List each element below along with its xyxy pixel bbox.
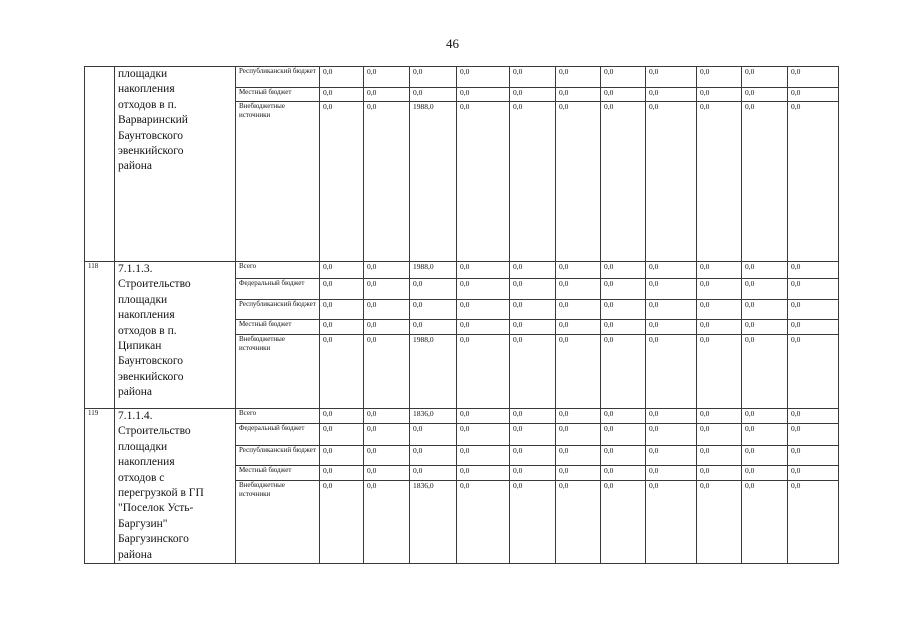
funding-source: Местный бюджет — [236, 88, 320, 102]
value-cell: 0,0 — [556, 102, 601, 262]
value-cell: 1988,0 — [410, 102, 457, 262]
value-cell: 0,0 — [510, 67, 556, 88]
value-cell: 0,0 — [697, 481, 742, 564]
value-cell: 0,0 — [364, 424, 410, 445]
measure-name-line: Строительство — [118, 425, 191, 438]
value-cell: 0,0 — [697, 424, 742, 445]
measure-name-line: 7.1.1.3. — [118, 263, 153, 275]
value-cell: 0,0 — [601, 320, 646, 335]
table-row — [85, 409, 839, 424]
funding-source: Внебюджетные источники — [236, 335, 320, 409]
value-cell: 0,0 — [697, 67, 742, 88]
table-row — [85, 262, 839, 279]
value-cell: 0,0 — [364, 88, 410, 102]
value-cell: 0,0 — [364, 67, 410, 88]
value-cell: 0,0 — [646, 466, 697, 481]
value-cell: 0,0 — [457, 466, 510, 481]
value-cell: 0,0 — [697, 320, 742, 335]
value-cell: 0,0 — [601, 279, 646, 300]
value-cell: 0,0 — [646, 424, 697, 445]
value-cell: 0,0 — [556, 466, 601, 481]
value-cell: 0,0 — [320, 335, 364, 409]
value-cell: 0,0 — [364, 262, 410, 279]
value-cell: 0,0 — [556, 300, 601, 320]
value-cell: 0,0 — [320, 445, 364, 465]
value-cell: 0,0 — [601, 481, 646, 564]
value-cell: 0,0 — [742, 102, 788, 262]
value-cell: 0,0 — [788, 262, 839, 279]
measure-name-line: района — [118, 548, 153, 561]
measure-name-line: накопления — [118, 83, 175, 96]
measure-name-line: района — [118, 386, 153, 399]
value-cell: 0,0 — [556, 409, 601, 424]
value-cell: 0,0 — [788, 102, 839, 262]
value-cell: 0,0 — [510, 320, 556, 335]
value-cell: 0,0 — [510, 279, 556, 300]
value-cell: 0,0 — [697, 409, 742, 424]
measure-name-line: Баунтовского — [118, 355, 184, 368]
value-cell: 0,0 — [697, 445, 742, 465]
value-cell: 0,0 — [742, 424, 788, 445]
value-cell: 0,0 — [788, 67, 839, 88]
value-cell: 0,0 — [410, 279, 457, 300]
value-cell: 0,0 — [510, 481, 556, 564]
value-cell: 0,0 — [320, 102, 364, 262]
measure-name-line: Баргузинского — [118, 533, 189, 546]
funding-source: Всего — [236, 262, 320, 279]
funding-source: Местный бюджет — [236, 320, 320, 335]
measure-name-line: "Поселок Усть- — [118, 502, 194, 515]
value-cell: 0,0 — [601, 262, 646, 279]
value-cell: 0,0 — [510, 335, 556, 409]
value-cell: 0,0 — [646, 481, 697, 564]
funding-source: Внебюджетные источники — [236, 102, 320, 262]
value-cell: 0,0 — [320, 67, 364, 88]
value-cell: 0,0 — [601, 445, 646, 465]
measure-name-line: эвенкийского — [118, 145, 184, 158]
measure-name-line: 7.1.1.4. — [118, 410, 153, 422]
value-cell: 0,0 — [556, 279, 601, 300]
value-cell: 0,0 — [788, 88, 839, 102]
value-cell: 0,0 — [410, 445, 457, 465]
row-number: 118 — [85, 262, 115, 409]
value-cell: 0,0 — [601, 424, 646, 445]
funding-source: Республиканский бюджет — [236, 300, 320, 320]
measure-name-line: площадки — [118, 293, 168, 306]
value-cell: 0,0 — [410, 300, 457, 320]
value-cell: 1988,0 — [410, 262, 457, 279]
measure-name-line: площадки — [118, 440, 168, 453]
value-cell: 0,0 — [457, 424, 510, 445]
value-cell: 1836,0 — [410, 481, 457, 564]
value-cell: 0,0 — [646, 445, 697, 465]
value-cell: 0,0 — [510, 88, 556, 102]
funding-source: Местный бюджет — [236, 466, 320, 481]
budget-table — [84, 66, 839, 564]
value-cell: 0,0 — [742, 320, 788, 335]
value-cell: 0,0 — [742, 279, 788, 300]
value-cell: 0,0 — [601, 67, 646, 88]
value-cell: 0,0 — [646, 335, 697, 409]
value-cell: 0,0 — [510, 300, 556, 320]
value-cell: 0,0 — [364, 409, 410, 424]
measure-name-line: отходов с — [118, 471, 165, 484]
value-cell: 0,0 — [364, 445, 410, 465]
measure-name-line: Строительство — [118, 278, 191, 291]
value-cell: 0,0 — [457, 409, 510, 424]
value-cell: 0,0 — [320, 481, 364, 564]
value-cell: 0,0 — [364, 466, 410, 481]
value-cell: 0,0 — [364, 102, 410, 262]
measure-name — [115, 67, 236, 262]
value-cell: 0,0 — [742, 466, 788, 481]
value-cell: 0,0 — [742, 481, 788, 564]
value-cell: 0,0 — [364, 481, 410, 564]
funding-source: Всего — [236, 409, 320, 424]
measure-name-line: перегрузкой в ГП — [118, 487, 204, 500]
value-cell: 0,0 — [646, 102, 697, 262]
value-cell: 1836,0 — [410, 409, 457, 424]
measure-name-line: Варваринский — [118, 114, 188, 127]
value-cell: 0,0 — [601, 300, 646, 320]
value-cell: 0,0 — [556, 424, 601, 445]
table-row — [85, 67, 839, 88]
funding-source: Федеральный бюджет — [236, 279, 320, 300]
measure-name-line: Ципикан — [118, 340, 162, 353]
value-cell: 0,0 — [510, 102, 556, 262]
value-cell: 0,0 — [742, 409, 788, 424]
value-cell: 0,0 — [788, 466, 839, 481]
value-cell: 0,0 — [410, 424, 457, 445]
value-cell: 0,0 — [320, 409, 364, 424]
value-cell: 0,0 — [601, 102, 646, 262]
value-cell: 0,0 — [556, 262, 601, 279]
value-cell: 0,0 — [601, 466, 646, 481]
value-cell: 0,0 — [410, 67, 457, 88]
value-cell: 0,0 — [697, 102, 742, 262]
value-cell: 0,0 — [646, 320, 697, 335]
value-cell: 0,0 — [788, 300, 839, 320]
value-cell: 0,0 — [457, 279, 510, 300]
value-cell: 0,0 — [697, 300, 742, 320]
funding-source: Республиканский бюджет — [236, 445, 320, 465]
value-cell: 0,0 — [457, 300, 510, 320]
value-cell: 0,0 — [410, 88, 457, 102]
value-cell: 0,0 — [510, 409, 556, 424]
measure-name-line: эвенкийского — [118, 370, 184, 383]
row-number: 119 — [85, 409, 115, 564]
value-cell: 0,0 — [788, 445, 839, 465]
measure-name-line: Баунтовского — [118, 129, 184, 142]
value-cell: 0,0 — [457, 335, 510, 409]
value-cell: 0,0 — [457, 262, 510, 279]
value-cell: 0,0 — [320, 262, 364, 279]
value-cell: 0,0 — [788, 424, 839, 445]
page-number: 46 — [446, 36, 459, 51]
value-cell: 0,0 — [410, 466, 457, 481]
funding-source: Внебюджетные источники — [236, 481, 320, 564]
value-cell: 0,0 — [788, 409, 839, 424]
value-cell: 0,0 — [742, 67, 788, 88]
measure-name — [115, 409, 236, 564]
funding-source: Республиканский бюджет — [236, 67, 320, 88]
measure-name-line: накопления — [118, 456, 175, 469]
value-cell: 0,0 — [697, 466, 742, 481]
row-number — [85, 67, 115, 262]
value-cell: 0,0 — [556, 481, 601, 564]
value-cell: 0,0 — [364, 320, 410, 335]
value-cell: 0,0 — [556, 445, 601, 465]
value-cell: 0,0 — [601, 335, 646, 409]
measure-name-line: Баргузин" — [118, 517, 168, 530]
value-cell: 0,0 — [510, 424, 556, 445]
value-cell: 0,0 — [457, 481, 510, 564]
value-cell: 0,0 — [742, 88, 788, 102]
value-cell: 0,0 — [364, 300, 410, 320]
value-cell: 0,0 — [556, 88, 601, 102]
value-cell: 0,0 — [742, 445, 788, 465]
value-cell: 0,0 — [510, 262, 556, 279]
value-cell: 0,0 — [556, 67, 601, 88]
value-cell: 0,0 — [788, 320, 839, 335]
value-cell: 0,0 — [364, 279, 410, 300]
value-cell: 0,0 — [320, 466, 364, 481]
value-cell: 0,0 — [601, 409, 646, 424]
value-cell: 0,0 — [320, 424, 364, 445]
value-cell: 0,0 — [646, 409, 697, 424]
value-cell: 0,0 — [601, 88, 646, 102]
measure-name-line: площадки — [118, 68, 168, 80]
value-cell: 0,0 — [697, 335, 742, 409]
measure-name — [115, 262, 236, 409]
value-cell: 0,0 — [320, 279, 364, 300]
value-cell: 0,0 — [788, 335, 839, 409]
value-cell: 0,0 — [742, 262, 788, 279]
measure-name-line: отходов в п. — [118, 98, 177, 111]
value-cell: 0,0 — [457, 445, 510, 465]
value-cell: 0,0 — [457, 320, 510, 335]
value-cell: 0,0 — [697, 262, 742, 279]
value-cell: 0,0 — [556, 320, 601, 335]
value-cell: 0,0 — [788, 279, 839, 300]
value-cell: 0,0 — [457, 88, 510, 102]
value-cell: 0,0 — [697, 88, 742, 102]
measure-name-line: отходов в п. — [118, 324, 177, 337]
value-cell: 0,0 — [457, 102, 510, 262]
value-cell: 0,0 — [410, 320, 457, 335]
value-cell: 0,0 — [510, 445, 556, 465]
funding-source: Федеральный бюджет — [236, 424, 320, 445]
value-cell: 0,0 — [788, 481, 839, 564]
value-cell: 0,0 — [646, 300, 697, 320]
value-cell: 0,0 — [510, 466, 556, 481]
value-cell: 0,0 — [320, 320, 364, 335]
value-cell: 0,0 — [646, 279, 697, 300]
value-cell: 0,0 — [646, 88, 697, 102]
value-cell: 0,0 — [556, 335, 601, 409]
value-cell: 0,0 — [320, 88, 364, 102]
measure-name-line: района — [118, 160, 153, 173]
value-cell: 0,0 — [320, 300, 364, 320]
value-cell: 1988,0 — [410, 335, 457, 409]
measure-name-line: накопления — [118, 309, 175, 322]
value-cell: 0,0 — [742, 335, 788, 409]
value-cell: 0,0 — [646, 262, 697, 279]
value-cell: 0,0 — [697, 279, 742, 300]
value-cell: 0,0 — [646, 67, 697, 88]
value-cell: 0,0 — [742, 300, 788, 320]
value-cell: 0,0 — [457, 67, 510, 88]
value-cell: 0,0 — [364, 335, 410, 409]
